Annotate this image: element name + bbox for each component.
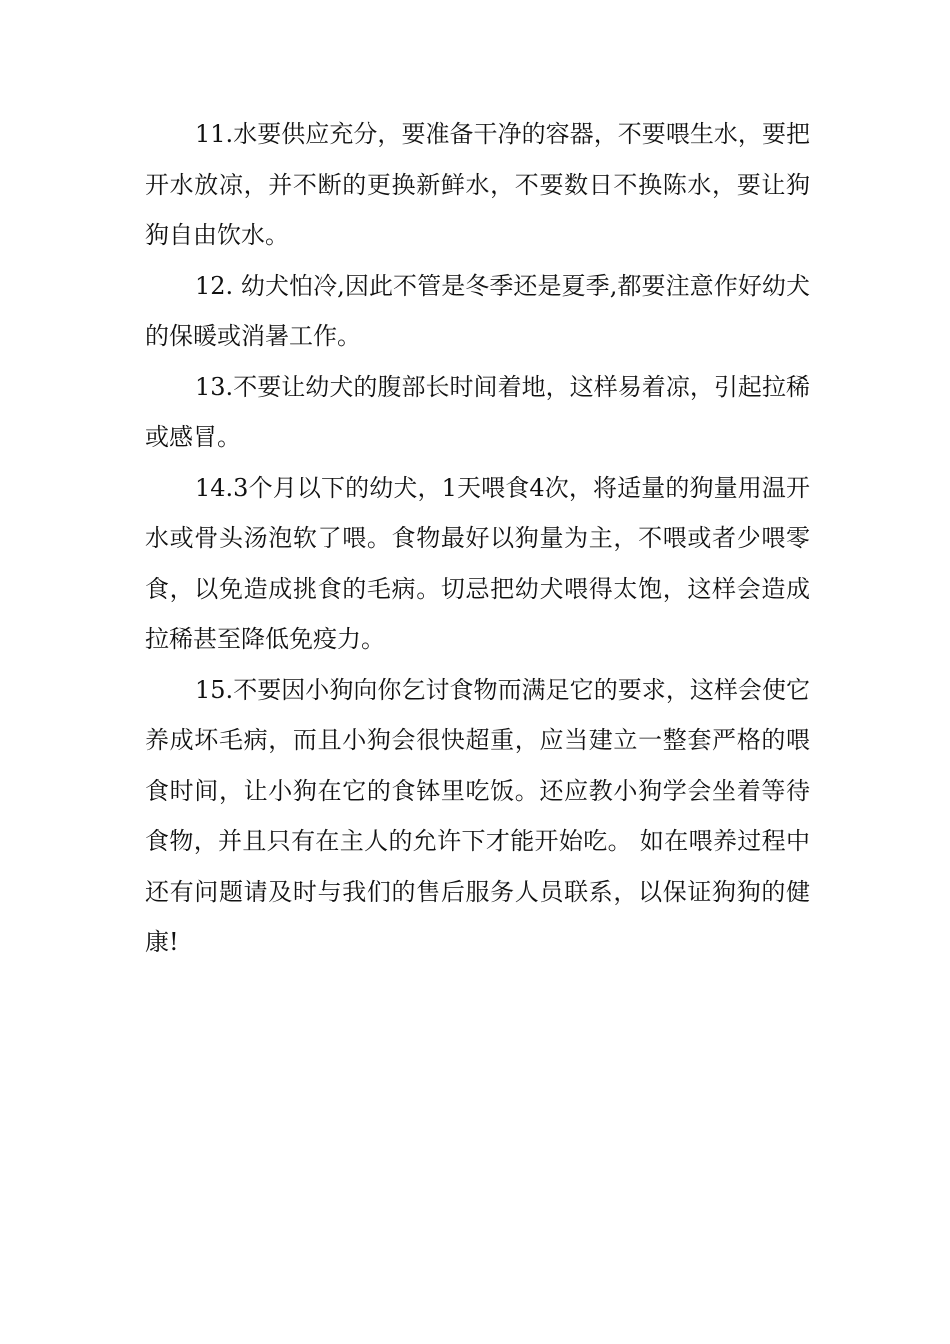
paragraph-15: 15.不要因小狗向你乞讨食物而满足它的要求，这样会使它养成坏毛病，而且小狗会很快超重，应当建立一整套严格的喂食时间，让小狗在它的食钵里吃饭。还应教小狗学会坐着等待食物，并且只有在主人的允许下才能开始吃。 如在喂养过程中还有问题请及时与我们的售后服务人员联系，以保证狗狗的健康!: [145, 675, 810, 956]
paragraph-14: 14.3个月以下的幼犬，1天喂食4次，将适量的狗量用温开水或骨头汤泡软了喂。食物最好以狗量为主，不喂或者少喂零食，以免造成挑食的毛病。切忌把幼犬喂得太饱，这样会造成拉稀甚至降低免疫力。: [145, 473, 810, 653]
document-body: [145, 109, 810, 968]
paragraph-13: 13.不要让幼犬的腹部长时间着地，这样易着凉，引起拉稀或感冒。: [145, 372, 810, 451]
paragraph-12: 12. 幼犬怕冷,因此不管是冬季还是夏季,都要注意作好幼犬的保暖或消暑工作。: [145, 271, 810, 350]
paragraph-11: 11.水要供应充分，要准备干净的容器，不要喂生水，要把开水放凉，并不断的更换新鲜水，不要数日不换陈水，要让狗狗自由饮水。: [145, 120, 810, 249]
